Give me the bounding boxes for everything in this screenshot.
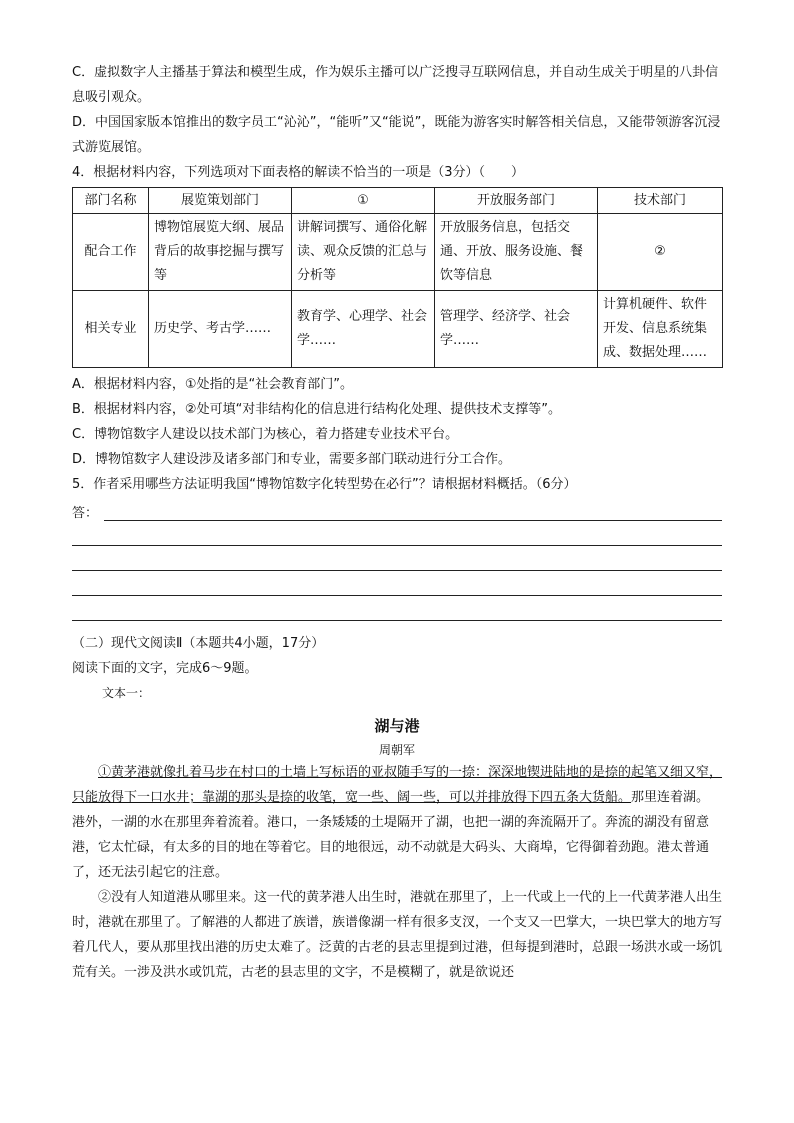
section-heading: （二）现代文阅读Ⅱ（本题共4小题，17分） — [72, 636, 325, 651]
q3-option-d: D．中国国家版本馆推出的数字员工“沁沁”，“能听”又“能说”，既能为游客实时解答相关信息，又能带领游客沉浸式游览展馆。 — [72, 115, 721, 155]
article-author: 周朝军 — [378, 743, 415, 757]
table-header-row — [73, 188, 723, 214]
table-cell: 相关专业 — [73, 291, 149, 368]
q3-option-c: C．虚拟数字人主播基于算法和模型生成，作为娱乐主播可以广泛搜寻互联网信息，并自动生成关于明星的八卦信息吸引观众。 — [72, 65, 719, 105]
article-paragraph-1 — [72, 760, 722, 885]
table-row — [73, 214, 723, 291]
table-row — [73, 291, 723, 368]
answer-line[interactable] — [72, 571, 722, 596]
table-cell: 讲解词撰写、通俗化解读、观众反馈的汇总与分析等 — [292, 214, 435, 291]
paragraph-text: 那里连着湖。港外，一湖的水在那里奔着流着。港口，一条矮矮的土堤隔开了湖，也把一湖的奔流隔开了。奔流的湖没有留意港，它太忙碌，有太多的目的地在等着它。目的地很远，动不动就是大码头、大商埠，它得御着劲跑。港太普通了，还无法引起它的注意。 — [72, 790, 710, 880]
q4-option-c: C．博物馆数字人建设以技术部门为核心，着力搭建专业技术平台。 — [72, 427, 459, 442]
table-cell: 计算机硬件、软件开发、信息系统集成、数据处理…… — [598, 291, 723, 368]
table-header-cell: 技术部门 — [598, 188, 723, 214]
answer-area[interactable] — [72, 497, 722, 521]
answer-line[interactable] — [72, 521, 722, 546]
table-header-cell: 部门名称 — [73, 188, 149, 214]
table-cell: 开放服务信息，包括交通、开放、服务设施、餐饮等信息 — [435, 214, 598, 291]
answer-label: 答： — [72, 506, 99, 521]
table-header-cell: 展览策划部门 — [149, 188, 292, 214]
table-cell: 配合工作 — [73, 214, 149, 291]
table-cell: ② — [598, 214, 723, 291]
answer-line[interactable] — [72, 596, 722, 621]
underlined-sentence: ①黄茅港就像扎着马步在村口的土墙上写标语的亚叔随手写的一捺：深深地锲进陆地的是捺的起笔又细又窄，只能放得下一口水井；靠湖的那头是捺的收笔，宽一些、阔一些，可以并排放得下四五条大货船。 — [72, 765, 723, 805]
q4-option-b: B．根据材料内容，②处可填“对非结构化的信息进行结构化处理、提供技术支撑等”。 — [72, 402, 562, 417]
q4-option-d: D．博物馆数字人建设涉及诸多部门和专业，需要多部门联动进行分工合作。 — [72, 452, 512, 467]
table-cell: 教育学、心理学、社会学…… — [292, 291, 435, 368]
table-header-cell: 开放服务部门 — [435, 188, 598, 214]
table-header-cell: ① — [292, 188, 435, 214]
text-label: 文本一： — [102, 686, 151, 700]
exam-page — [72, 60, 722, 985]
q4-table — [72, 187, 723, 368]
article-paragraph-2: ②没有人知道港从哪里来。这一代的黄茅港人出生时，港就在那里了，上一代或上一代的上一代黄茅港人出生时，港就在那里了。了解港的人都进了族谱，族谱像湖一样有很多支汊，一个支又一巴掌大，一块巴掌大的地方写着几代人，要从那里找出港的历史太难了。泛黄的古老的县志里提到过港，但每提到港时，总跟一场洪水或一场饥荒有关。一涉及洪水或饥荒，古老的县志里的文字，不是模糊了，就是欲说还 — [72, 890, 723, 980]
section-instruction: 阅读下面的文字，完成6～9题。 — [72, 661, 258, 676]
answer-line[interactable] — [72, 546, 722, 571]
table-cell: 博物馆展览大纲、展品背后的故事挖掘与撰写等 — [149, 214, 292, 291]
table-cell: 管理学、经济学、社会学…… — [435, 291, 598, 368]
answer-line[interactable] — [104, 506, 722, 521]
q4-option-a: A．根据材料内容，①处指的是“社会教育部门”。 — [72, 377, 354, 392]
table-cell: 历史学、考古学…… — [149, 291, 292, 368]
q5-stem: 5．作者采用哪些方法证明我国“博物馆数字化转型势在必行”？请根据材料概括。（6分） — [72, 477, 577, 492]
q4-stem: 4．根据材料内容，下列选项对下面表格的解读不恰当的一项是（3分）（ ） — [72, 165, 525, 180]
article-title: 湖与港 — [374, 717, 420, 735]
